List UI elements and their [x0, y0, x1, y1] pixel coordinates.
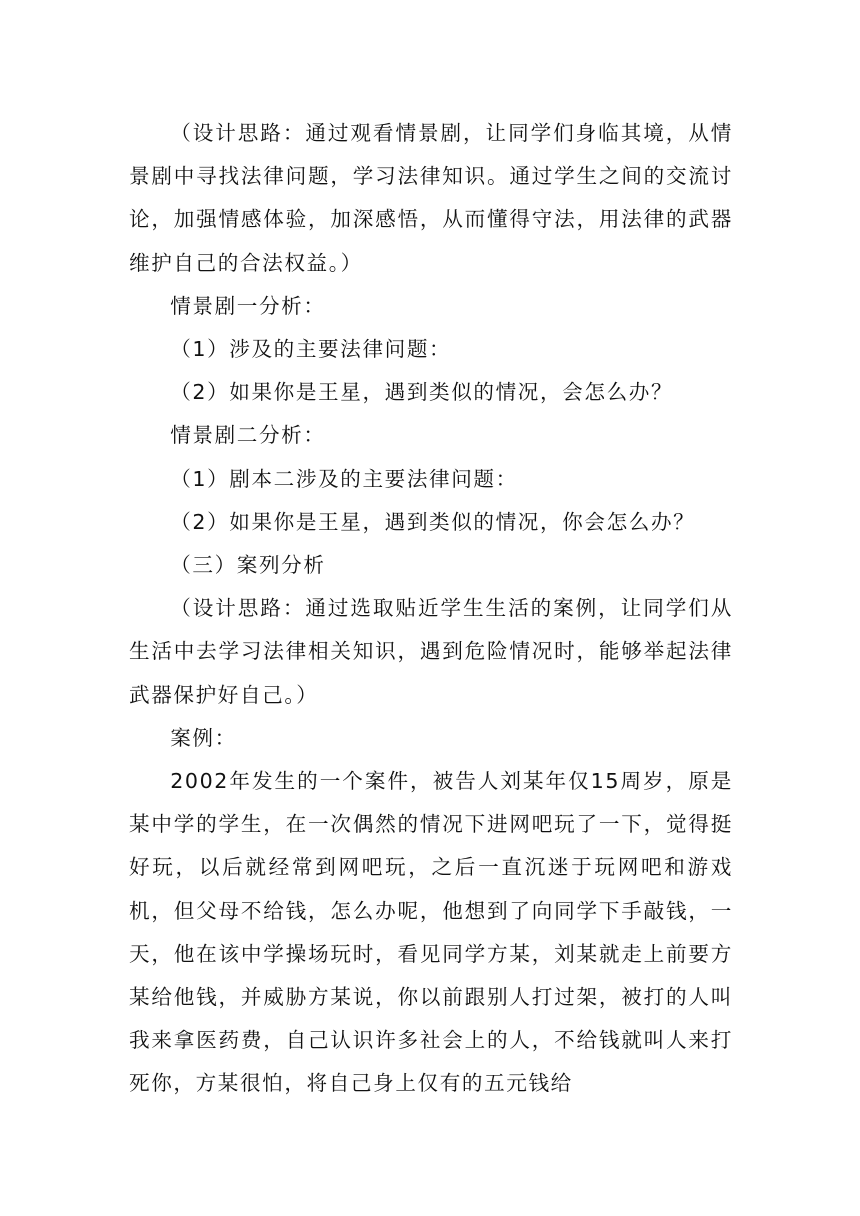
case-label: 案例：	[170, 725, 237, 750]
scene-two-question-1: （1）剧本二涉及的主要法律问题：	[170, 466, 518, 491]
scene-one-question-1: （1）涉及的主要法律问题：	[170, 337, 452, 362]
case-text-paragraph: 2002年发生的一个案件，被告人刘某年仅15周岁，原是某中学的学生，在一次偶然的情况下进网吧玩了一下，觉得挺好玩，以后就经常到网吧玩，之后一直沉迷于玩网吧和游戏机，但父母不给钱，怎么办呢，他想到了向同学下手敲钱，一天，他在该中学操场玩时，看见同学方某，刘某就走上前要方某给他钱，并威胁方某说，你以前跟别人打过架，被打的人叫我来拿医药费，自己认识许多社会上的人，不给钱就叫人来打死你，方某很怕，将自己身上仅有的五元钱给	[129, 769, 733, 1096]
scene-one-analysis-heading: 情景剧一分析：	[170, 293, 326, 318]
document-body	[129, 112, 733, 1106]
design-idea-paragraph-2: （设计思路：通过选取贴近学生生活的案例，让同学们从生活中去学习法律相关知识，遇到危险情况时，能够举起法律武器保护好自己。）	[129, 596, 733, 707]
scene-two-analysis-heading: 情景剧二分析：	[170, 423, 326, 448]
scene-one-question-2: （2）如果你是王星，遇到类似的情况，会怎么办？	[170, 380, 674, 405]
design-idea-paragraph-1: （设计思路：通过观看情景剧，让同学们身临其境，从情景剧中寻找法律问题，学习法律知识。通过学生之间的交流讨论，加强情感体验，加深感悟，从而懂得守法，用法律的武器维护自己的合法权益。）	[129, 121, 733, 275]
scene-two-question-2: （2）如果你是王星，遇到类似的情况，你会怎么办？	[170, 509, 696, 534]
case-analysis-section-heading: （三）案列分析	[170, 553, 326, 578]
